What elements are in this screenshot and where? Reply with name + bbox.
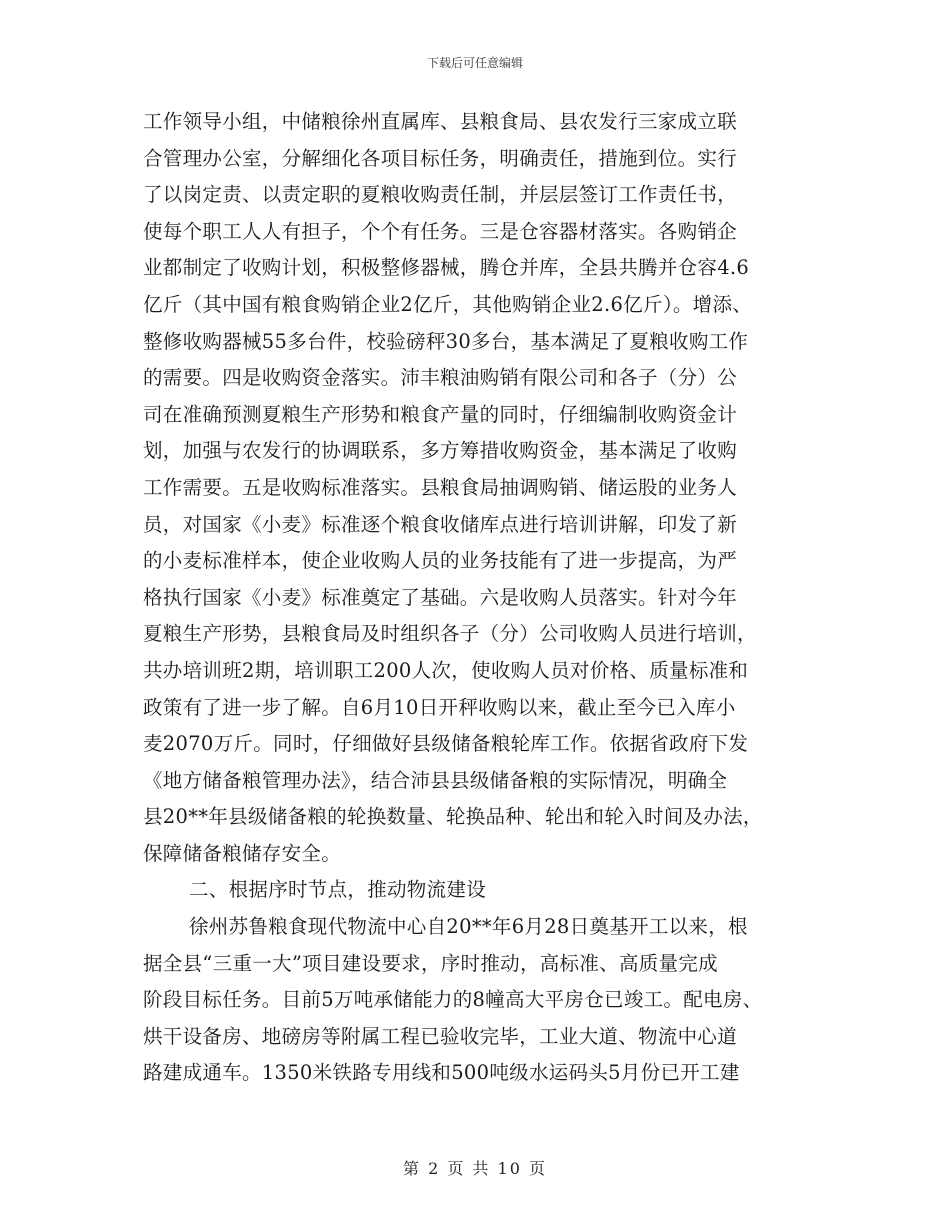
- body-line: 格执行国家《小麦》标准奠定了基础。六是收购人员落实。针对今年: [143, 585, 738, 609]
- body-line: 业都制定了收购计划，积极整修器械，腾仓并库，全县共腾并仓容4.6: [143, 256, 750, 280]
- body-line: 员，对国家《小麦》标准逐个粮食收储库点进行培训讲解，印发了新: [143, 512, 738, 536]
- section-line: 阶段目标任务。目前5万吨承储能力的8幢高大平房仓已竣工。配电房、: [143, 988, 763, 1012]
- body-line: 县20**年县级储备粮的轮换数量、轮换品种、轮出和轮入时间及办法，: [143, 805, 763, 829]
- section-heading: 二、根据序时节点，推动物流建设: [189, 878, 487, 902]
- document-body: [143, 104, 843, 1092]
- body-line: 亿斤（其中国有粮食购销企业2亿斤，其他购销企业2.6亿斤）。增添、: [143, 292, 753, 316]
- body-line: 司在准确预测夏粮生产形势和粮食产量的同时，仔细编制收购资金计: [143, 402, 738, 426]
- body-line: 共办培训班2期，培训职工200人次，使收购人员对价格、质量标准和: [143, 658, 749, 682]
- page-header: 下载后可任意编辑: [426, 56, 523, 70]
- body-line: 整修收购器械55多台件，校验磅秤30多台，基本满足了夏粮收购工作: [143, 329, 749, 353]
- body-line: 保障储备粮储存安全。: [143, 841, 342, 865]
- section-line: 烘干设备房、地磅房等附属工程已验收完毕，工业大道、物流中心道: [143, 1024, 738, 1048]
- body-line: 夏粮生产形势，县粮食局及时组织各子（分）公司收购人员进行培训，: [143, 622, 757, 646]
- body-line: 政策有了进一步了解。自6月10日开秤收购以来，截止至今已入库小: [143, 695, 736, 719]
- body-line: 了以岗定责、以责定职的夏粮收购责任制，并层层签订工作责任书，: [143, 183, 738, 207]
- body-line: 使每个职工人人有担子，个个有任务。三是仓容器材落实。各购销企: [143, 219, 738, 243]
- body-line: 《地方储备粮管理办法》，结合沛县县级储备粮的实际情况，明确全: [143, 768, 728, 792]
- body-line: 划，加强与农发行的协调联系，多方筹措收购资金，基本满足了收购: [143, 439, 738, 463]
- section-line: 徐州苏鲁粮食现代物流中心自20**年6月28日奠基开工以来，根: [189, 915, 748, 939]
- body-line: 的需要。四是收购资金落实。沛丰粮油购销有限公司和各子（分）公: [143, 366, 738, 390]
- body-line: 合管理办公室，分解细化各项目标任务，明确责任，措施到位。实行: [143, 146, 738, 170]
- body-line: 工作需要。五是收购标准落实。县粮食局抽调购销、储运股的业务人: [143, 475, 738, 499]
- body-line: 麦2070万斤。同时，仔细做好县级储备粮轮库工作。依据省政府下发: [143, 732, 749, 756]
- page-footer: 第 2 页 共 10 页: [403, 1159, 547, 1178]
- body-line: 的小麦标准样本，使企业收购人员的业务技能有了进一步提高，为严: [143, 549, 738, 573]
- section-line: 据全县“三重一大”项目建设要求，序时推动，高标准、高质量完成: [143, 951, 718, 975]
- body-line: 工作领导小组，中储粮徐州直属库、县粮食局、县农发行三家成立联: [143, 110, 738, 133]
- section-line: 路建成通车。1350米铁路专用线和500吨级水运码头5月份已开工建: [143, 1061, 740, 1085]
